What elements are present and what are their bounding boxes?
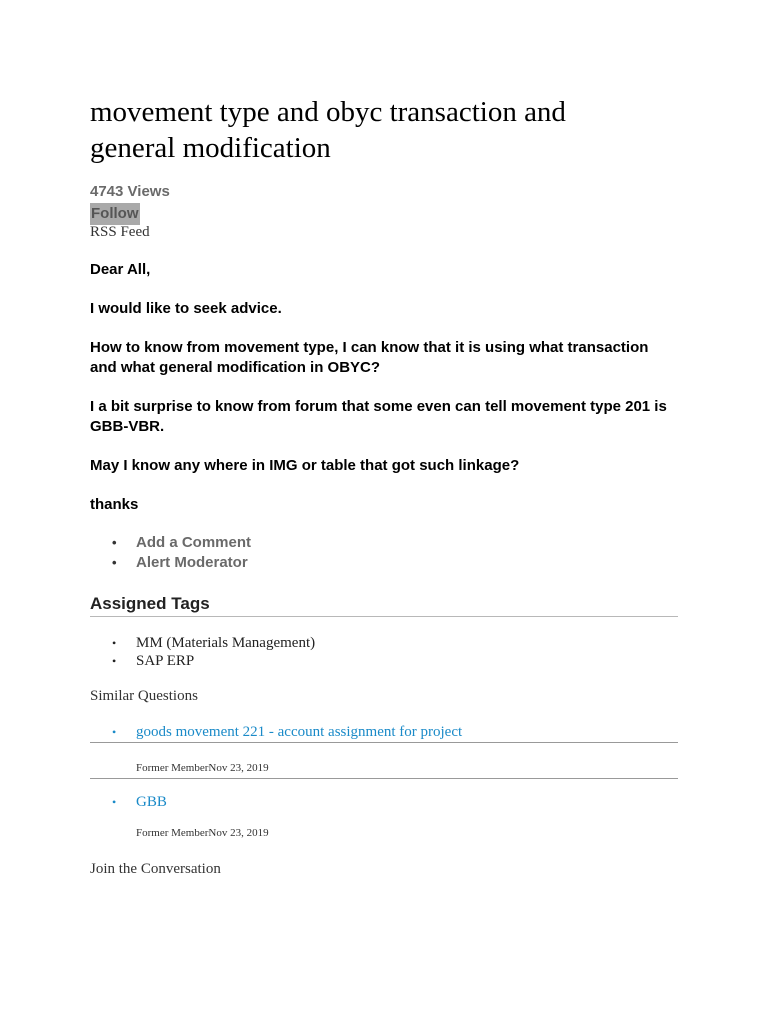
body-signoff: thanks xyxy=(90,496,139,513)
similar-question-meta: Former MemberNov 23, 2019 xyxy=(136,827,269,839)
similar-questions-heading: Similar Questions xyxy=(90,688,198,704)
body-paragraph: I would like to seek advice. xyxy=(90,300,282,317)
assigned-tags-heading: Assigned Tags xyxy=(90,594,678,617)
body-paragraph: I a bit surprise to know from forum that some even can tell movement type 201 is GBB-VBR. xyxy=(90,398,667,435)
rss-feed-link[interactable]: RSS Feed xyxy=(90,224,150,240)
body-greeting: Dear All, xyxy=(90,261,151,278)
assigned-tags-list xyxy=(90,634,315,670)
join-conversation-heading: Join the Conversation xyxy=(90,861,221,877)
view-count: 4743 Views xyxy=(90,183,170,200)
tag-item[interactable]: • MM (Materials Management) xyxy=(90,634,315,652)
alert-moderator-link[interactable]: • Alert Moderator xyxy=(90,553,251,573)
add-comment-link[interactable]: • Add a Comment xyxy=(90,533,251,553)
similar-question-item xyxy=(90,792,678,840)
body-paragraph: May I know any where in IMG or table that got such linkage? xyxy=(90,457,520,474)
similar-question-link[interactable]: • GBB xyxy=(90,792,678,812)
body-paragraph: How to know from movement type, I can know that it is using what transaction and what general modification in OBYC? xyxy=(90,339,649,376)
question-title: movement type and obyc transaction and general modification xyxy=(90,96,566,164)
similar-question-link[interactable]: • goods movement 221 - account assignment for project xyxy=(90,722,678,743)
question-actions xyxy=(90,533,251,573)
follow-button[interactable]: Follow xyxy=(90,203,140,225)
similar-question-meta: Former MemberNov 23, 2019 xyxy=(90,761,678,779)
similar-question-item xyxy=(90,722,678,779)
tag-item[interactable]: • SAP ERP xyxy=(90,652,315,670)
